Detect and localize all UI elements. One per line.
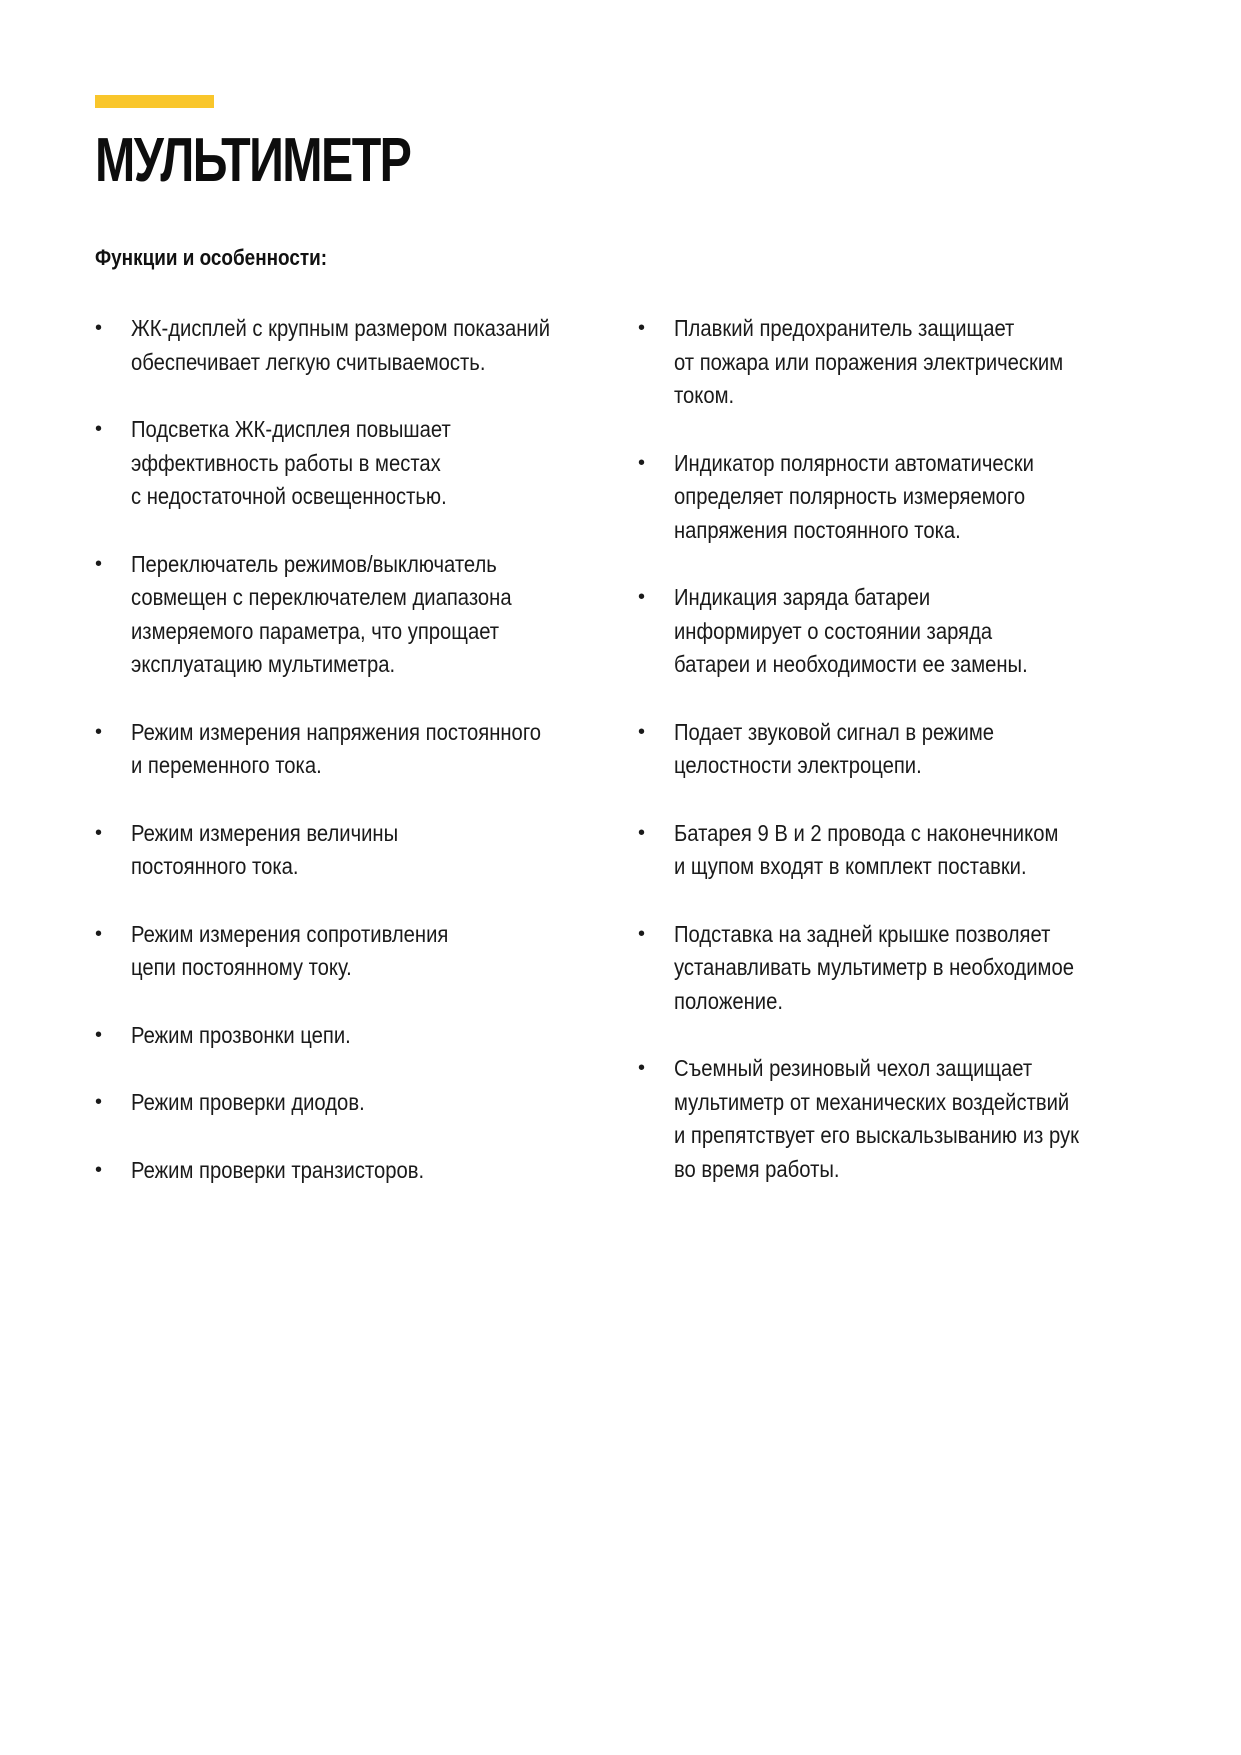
title-accent-bar	[95, 95, 214, 108]
feature-text-line: Режим прозвонки цепи.	[131, 1021, 351, 1048]
feature-list-item	[95, 1154, 615, 1188]
feature-text-line: Режим измерения величины	[131, 819, 399, 846]
bullet-icon: •	[638, 451, 646, 474]
bullet-icon: •	[95, 418, 103, 440]
bullet-icon: •	[95, 922, 103, 945]
feature-list-item	[638, 312, 1158, 413]
bullet-icon: •	[95, 720, 103, 743]
feature-text-line: мультиметр от механических воздействий	[674, 1088, 1070, 1115]
feature-list-item	[638, 716, 1158, 783]
feature-text-line: и переменного тока.	[131, 752, 322, 778]
feature-text	[131, 312, 624, 379]
feature-text-line: Подставка на задней крышке позволяет	[674, 920, 1051, 947]
feature-text-line: Переключатель режимов/выключатель	[131, 550, 497, 577]
feature-text-line: Съемный резиновый чехол защищает	[674, 1055, 1033, 1081]
feature-list-item	[95, 918, 615, 985]
section-heading: Функции и особенности:	[95, 245, 328, 270]
feature-text-line: напряжения постоянного тока.	[674, 516, 961, 543]
bullet-icon: •	[95, 1158, 103, 1181]
bullet-icon: •	[638, 821, 646, 844]
feature-text-line: ЖК-дисплей с крупным размером показаний	[131, 315, 551, 341]
bullet-icon: •	[638, 586, 646, 608]
feature-text-line: Индикатор полярности автоматически	[674, 449, 1034, 476]
feature-text	[674, 716, 1167, 783]
feature-list-item	[638, 817, 1158, 884]
feature-text	[131, 716, 624, 783]
features-right-column	[638, 312, 1158, 1220]
feature-text-line: совмещен с переключателем диапазона	[131, 584, 512, 610]
feature-text	[131, 817, 624, 884]
bullet-icon: •	[95, 1091, 103, 1113]
feature-list-item	[95, 312, 615, 379]
feature-list-item	[638, 581, 1158, 682]
bullet-icon: •	[95, 1023, 103, 1046]
bullet-icon: •	[95, 552, 103, 575]
feature-text-line: постоянного тока.	[131, 853, 299, 879]
feature-text-line: током.	[674, 382, 735, 408]
feature-text-line: эффективность работы в местах	[131, 449, 441, 476]
bullet-icon: •	[95, 821, 103, 844]
feature-list-item	[95, 716, 615, 783]
feature-text-line: целостности электроцепи.	[674, 752, 922, 778]
feature-text-line: Батарея 9 В и 2 провода с наконечником	[674, 819, 1059, 846]
feature-text	[674, 817, 1167, 884]
bullet-icon: •	[638, 317, 646, 339]
feature-text	[674, 918, 1167, 1019]
feature-text	[131, 413, 624, 514]
feature-text	[674, 581, 1167, 682]
feature-text	[131, 1154, 624, 1188]
feature-text-line: информирует о состоянии заряда	[674, 617, 993, 644]
feature-text	[131, 1019, 624, 1053]
feature-text	[131, 918, 624, 985]
feature-list-item	[95, 548, 615, 682]
feature-text	[131, 548, 624, 682]
feature-list-item	[95, 817, 615, 884]
feature-text-line: обеспечивает легкую считываемость.	[131, 348, 486, 375]
feature-text-line: и щупом входят в комплект поставки.	[674, 853, 1027, 879]
feature-text	[674, 312, 1167, 413]
feature-text-line: определяет полярность измеряемого	[674, 483, 1026, 509]
feature-text-line: батареи и необходимости ее замены.	[674, 651, 1028, 677]
feature-text-line: во время работы.	[674, 1155, 840, 1182]
feature-text-line: Режим проверки транзисторов.	[131, 1156, 425, 1183]
feature-list-item	[638, 1052, 1158, 1186]
feature-text-line: Режим проверки диодов.	[131, 1089, 365, 1115]
feature-text-line: и препятствует его выскальзыванию из рук	[674, 1122, 1079, 1148]
feature-text-line: Подсветка ЖК-дисплея повышает	[131, 416, 451, 442]
feature-text-line: эксплуатацию мультиметра.	[131, 651, 396, 677]
features-left-column	[95, 312, 615, 1221]
feature-text-line: положение.	[674, 987, 784, 1014]
bullet-icon: •	[638, 1057, 646, 1079]
feature-text-line: Режим измерения сопротивления	[131, 920, 449, 947]
feature-text	[674, 447, 1167, 548]
feature-text-line: измеряемого параметра, что упрощает	[131, 617, 500, 644]
feature-text-line: Подает звуковой сигнал в режиме	[674, 718, 995, 745]
feature-text-line: устанавливать мультиметр в необходимое	[674, 954, 1074, 980]
feature-text	[674, 1052, 1167, 1186]
page-title: МУЛЬТИМЕТР	[95, 126, 411, 195]
feature-list-item	[95, 1019, 615, 1053]
feature-text-line: с недостаточной освещенностью.	[131, 483, 447, 509]
feature-list-item	[95, 413, 615, 514]
feature-text	[131, 1086, 624, 1120]
feature-text-line: Плавкий предохранитель защищает	[674, 315, 1015, 341]
bullet-icon: •	[95, 317, 103, 339]
bullet-icon: •	[638, 720, 646, 743]
feature-text-line: от пожара или поражения электрическим	[674, 348, 1064, 375]
feature-text-line: цепи постоянному току.	[131, 954, 352, 980]
feature-list-item	[95, 1086, 615, 1120]
bullet-icon: •	[638, 922, 646, 945]
feature-text-line: Индикация заряда батареи	[674, 584, 931, 610]
feature-text-line: Режим измерения напряжения постоянного	[131, 718, 542, 745]
feature-list-item	[638, 918, 1158, 1019]
feature-list-item	[638, 447, 1158, 548]
